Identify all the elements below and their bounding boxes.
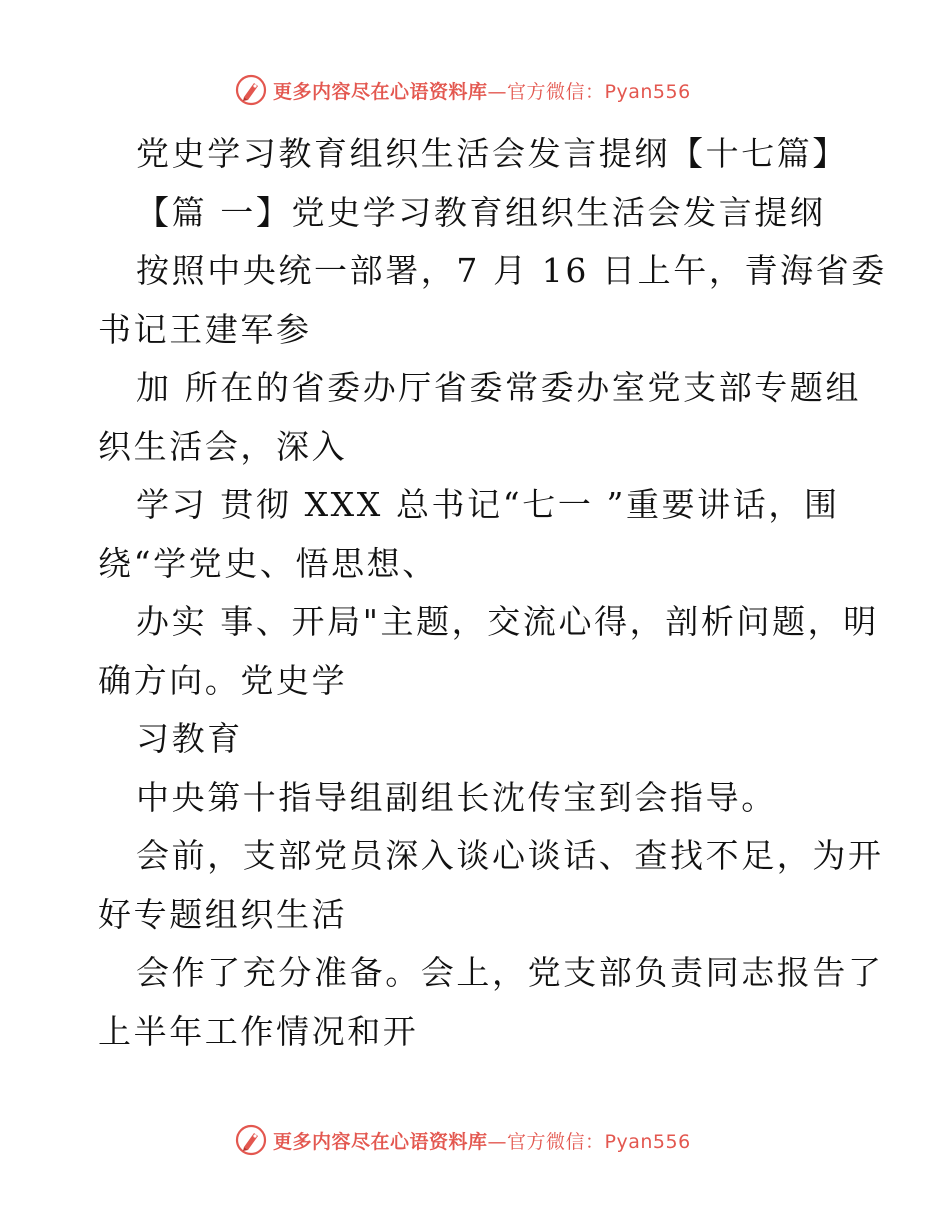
paragraph-line: 按照中央统一部署，7 月 16 日上午，青海省委 [136, 251, 887, 290]
watermark-site-text: 更多内容尽在心语资料库 [273, 80, 488, 103]
watermark-site-text: 更多内容尽在心语资料库 [273, 1130, 488, 1153]
paragraph-line: 书记王建军参 [98, 309, 312, 349]
document-title: 党史学习教育组织生活会发言提纲【十七篇】 [136, 134, 848, 173]
pen-nib-logo-icon [235, 1124, 267, 1156]
paragraph-line: 加 所在的省委办厅省委常委办室党支部专题组 [136, 368, 862, 407]
paragraph-line: 绕“学党史、悟思想、 [98, 543, 438, 583]
watermark-dash: — [487, 1130, 508, 1153]
watermark-account: Pyan556 [604, 80, 691, 103]
document-body [98, 125, 887, 1061]
paragraph-line: 会前，支部党员深入谈心谈话、查找不足，为开 [136, 836, 884, 875]
paragraph-line: 好专题组织生活 [98, 894, 348, 934]
paragraph-line: 织生活会，深入 [98, 426, 348, 466]
watermark-dash: — [487, 80, 508, 103]
paragraph-line: 学习 贯彻 XXX 总书记“七一 ”重要讲话，围 [136, 485, 840, 524]
watermark-footer [235, 1123, 691, 1157]
paragraph-line: 办实 事、开局"主题，交流心得，剖析问题，明 [136, 602, 879, 641]
pen-nib-logo-icon [235, 74, 267, 106]
watermark-header [235, 73, 691, 107]
watermark-wechat-label: 官方微信： [507, 1130, 605, 1153]
paragraph-line: 会作了充分准备。会上，党支部负责同志报告了 [136, 953, 884, 992]
section-heading: 【篇 一】党史学习教育组织生活会发言提纲 [136, 192, 826, 232]
watermark-wechat-label: 官方微信： [507, 80, 605, 103]
watermark-text [273, 1127, 691, 1154]
paragraph-line: 中央第十指导组副组长沈传宝到会指导。 [136, 777, 777, 817]
watermark-text [273, 77, 691, 104]
paragraph-line: 习教育 [136, 719, 243, 758]
paragraph-line: 上半年工作情况和开 [98, 1011, 419, 1051]
watermark-account: Pyan556 [604, 1130, 691, 1153]
paragraph-line: 确方向。党史学 [98, 660, 348, 700]
